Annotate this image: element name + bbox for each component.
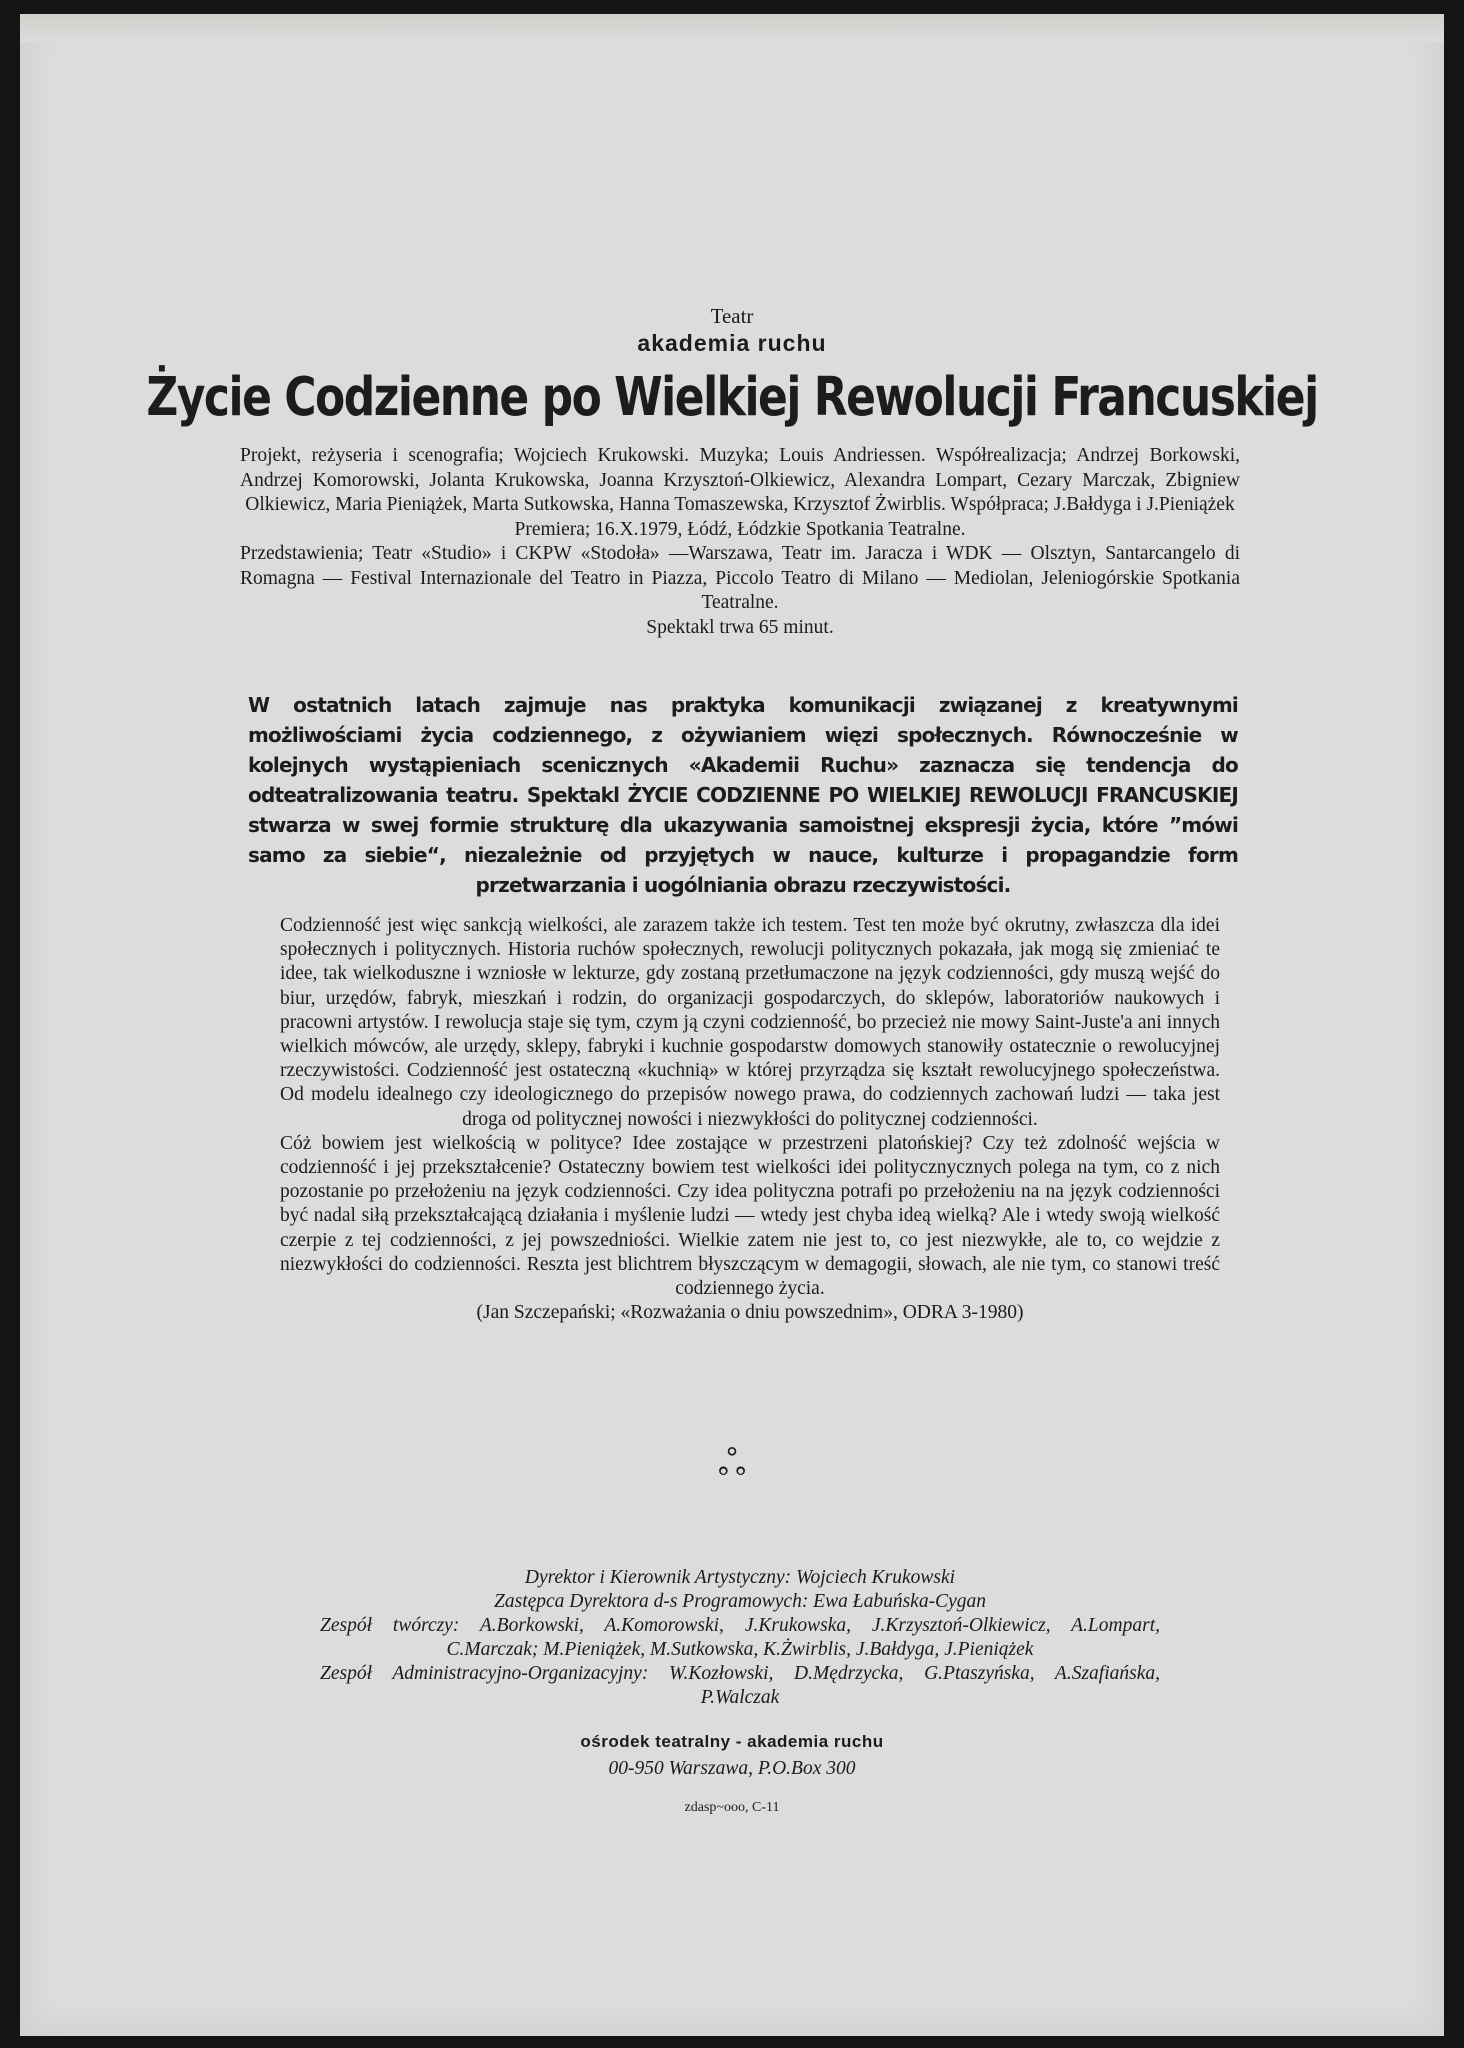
publisher-address: 00-950 Warszawa, P.O.Box 300 (608, 1758, 856, 1779)
deputy-line: Zastępca Dyrektora d-s Programowych: Ewa Łabuńska-Cygan (494, 1591, 986, 1612)
admin-team-line: Zespół Administracyjno-Organizacyjny: W.Kozłowski, D.Mędrzycka, G.Ptaszyńska, A.Szafiańska, P.Walczak (320, 1663, 1160, 1708)
theatre-label: Teatr (710, 304, 754, 328)
poster-sheet (20, 14, 1444, 2036)
director-line: Dyrektor i Kierownik Artystyczny: Wojciech Krukowski (524, 1567, 956, 1588)
premiere-text: Premiera; 16.X.1979, Łódź, Łódzkie Spotkania Teatralne. (514, 518, 966, 540)
print-code: zdasp~ooo, C-11 (684, 1800, 780, 1815)
publisher-name: ośrodek teatralny - akademia ruchu (580, 1732, 884, 1751)
essay-section (280, 914, 1220, 1325)
staff-section (320, 1566, 1160, 1710)
credits-text: Projekt, reżyseria i scenografia; Wojciech Krukowski. Muzyka; Louis Andriessen. Współrealizacja; Andrzej Borkowski, Andrzej Komorowski, Jolanta Krukowska, Joanna Krzysztoń-Olkiewicz, Alexandra Lompart, Cezary Marczak, Zbigniew Olkiewicz, Maria Pieniążek, Marta Sutkowska, Hanna Tomaszewska, Krzysztof Żwirblis. Współpraca; J.Bałdyga i J.Pieniążek (240, 445, 1240, 515)
manifesto-section (248, 690, 1238, 900)
play-title: Życie Codzienne po Wielkiej Rewolucji Francuskiej (146, 366, 1318, 429)
duration-text: Spektakl trwa 65 minut. (646, 616, 834, 638)
ornament-icon: ஃ (717, 1443, 747, 1483)
essay-source: (Jan Szczepański; «Rozważania o dniu powszednim», ODRA 3-1980) (476, 1302, 1024, 1324)
credits-section (240, 444, 1240, 640)
manifesto-text: W ostatnich latach zajmuje nas praktyka komunikacji związanej z kreatywnymi możliwościami życia codziennego, z ożywianiem więzi społecznych. Równocześnie w kolejnych wystąpieniach scenicznych «Akademii Ruchu» zaznacza się tendencja do odteatralizowania teatru. Spektakl ŻYCIE CODZIENNE PO WIELKIEJ REWOLUCJI FRANCUSKIEJ stwarza w swej formie strukturę dla ukazywania samoistnej ekspresji życia, które ”mówi samo za siebie“, niezależnie od przyjętych w nauce, kulturze i propagandzie form przetwarzania i uogólniania obrazu rzeczywistości. (248, 693, 1238, 897)
essay-paragraph: Codzienność jest więc sankcją wielkości, ale zarazem także ich testem. Test ten może być okrutny, zwłaszcza dla idei społecznych i politycznych. Historia ruchów społecznych, rewolucji politycznych pokazała, jak mogą się zmieniać te idee, tak wielkoduszne i wzniosłe w lekturze, gdy zostaną przetłumaczone na język codzienności, gdy muszą wejść do biur, urzędów, fabryk, mieszkań i rodzin, do organizacji gospodarczych, do sklepów, laboratoriów naukowych i pracowni artystów. I rewolucja staje się tym, czym ją czyni codzienność, bo przecież nie mowy Saint-Juste'a ani innych wielkich mówców, ale urzędy, sklepy, fabryki i kuchnie gospodarstw domowych stanowiły ostatecznie o rewolucyjnej rzeczywistości. Codzienność jest ostateczną «kuchnią» w której przyrządza się kształt rewolucyjnego społeczeństwa. Od modelu idealnego czy ideologicznego do przepisów nowego prawa, do codziennych zachowań ludzi — taka jest droga od politycznej nowości i niezwykłości do politycznej codzienności. (280, 915, 1220, 1130)
performances-text: Przedstawienia; Teatr «Studio» i CKPW «Stodoła» —Warszawa, Teatr im. Jaracza i WDK — Olsztyn, Santarcangelo di Romagna — Festival Internazionale del Teatro in Piazza, Piccolo Teatro di Milano — Mediolan, Jeleniogórskie Spotkania Teatralne. (240, 543, 1240, 613)
creative-team-line: Zespół twórczy: A.Borkowski, A.Komorowski, J.Krukowska, J.Krzysztoń-Olkiewicz, A.Lompart, C.Marczak; M.Pieniążek, M.Sutkowska, K.Żwirblis, J.Bałdyga, J.Pieniążek (320, 1615, 1160, 1660)
paper-fold (20, 14, 1444, 42)
troupe-name: akademia ruchu (637, 330, 827, 356)
essay-paragraph: Cóż bowiem jest wielkością w polityce? Idee zostające w przestrzeni platońskiej? Czy też zdolność wejścia w codzienność i jej przekształcenie? Ostateczny bowiem test wielkości idei politycznycznych polega na tym, co z nich pozostanie po przełożeniu na język codzienności. Czy idea polityczna potrafi po przełożeniu na na język codzienności być nadal siłą przekształcającą działania i myślenie ludzi — wtedy jest chyba ideą wielką? Ale i wtedy swoją wielkość czerpie z tej codzienności, z jej powszedniości. Wielkie zatem nie jest to, co jest niezwykłe, ale to, co wejdzie z niezwykłości do codzienności. Reszta jest blichtrem błyszczącym w demagogii, słowach, ale nie tym, co stanowi treść codziennego życia. (280, 1132, 1220, 1300)
